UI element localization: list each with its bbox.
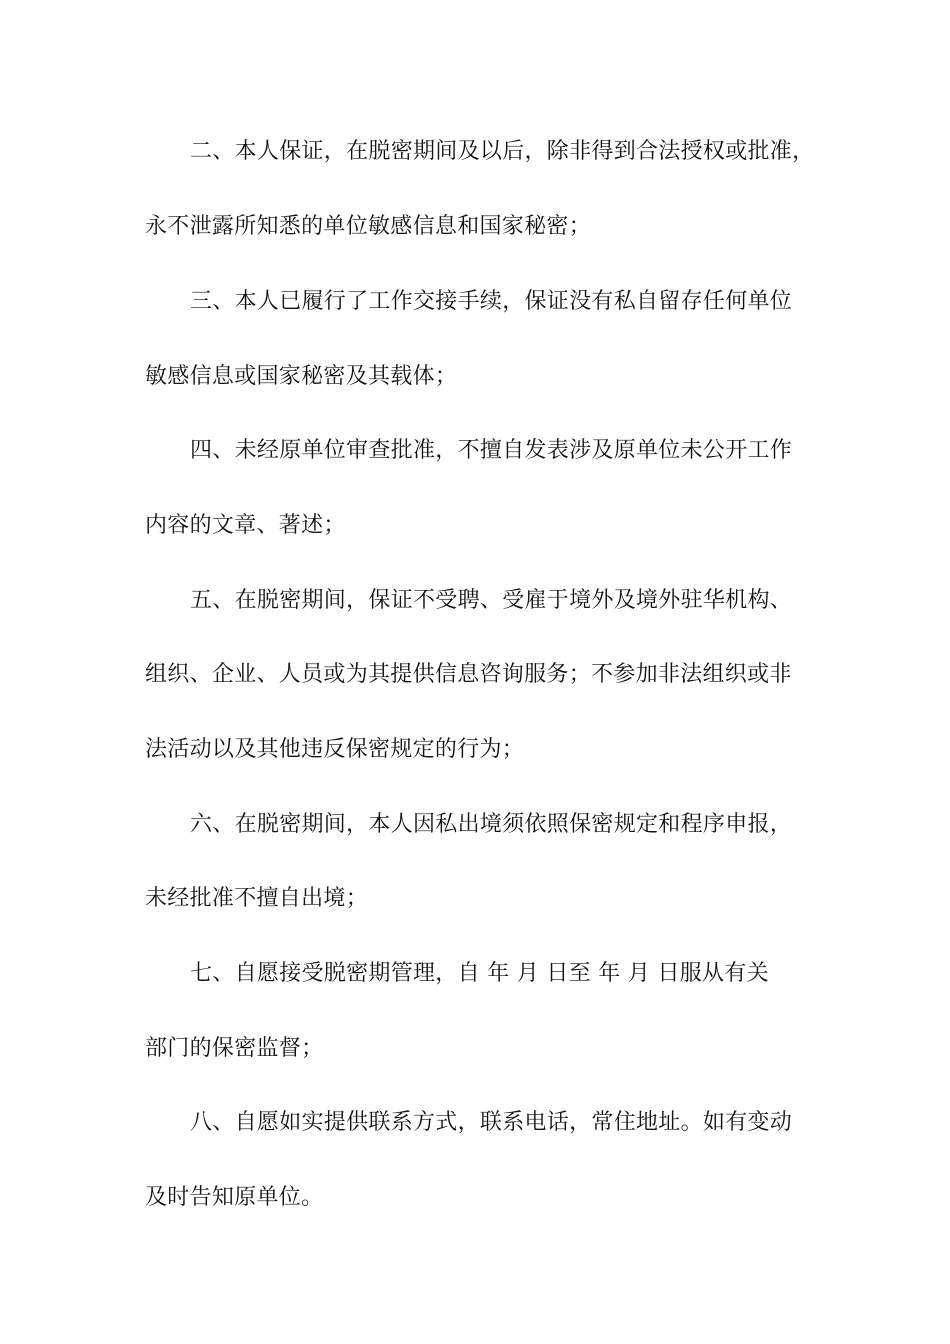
paragraph-3-line-1: 三、本人已履行了工作交接手续，保证没有私自留存任何单位 (190, 289, 793, 314)
paragraph-7-line-2: 部门的保密监督； (145, 1036, 324, 1061)
paragraph-4-line-2: 内容的文章、著述； (145, 513, 346, 538)
paragraph-4-line-1: 四、未经原单位审查批准，不擅自发表涉及原单位未公开工作 (190, 438, 793, 463)
paragraph-5-line-1: 五、在脱密期间，保证不受聘、受雇于境外及境外驻华机构、 (190, 588, 793, 613)
paragraph-7-line-1: 七、自愿接受脱密期管理，自 年 月 日至 年 月 日服从有关 (190, 961, 769, 986)
paragraph-5-line-3: 法活动以及其他违反保密规定的行为； (145, 737, 525, 762)
paragraph-8-line-1: 八、自愿如实提供联系方式，联系电话，常住地址。如有变动 (190, 1110, 793, 1135)
paragraph-3-line-2: 敏感信息或国家秘密及其载体； (145, 364, 458, 389)
paragraph-2-line-2: 永不泄露所知悉的单位敏感信息和国家秘密； (145, 214, 592, 239)
paragraph-6-line-1: 六、在脱密期间，本人因私出境须依照保密规定和程序申报， (190, 812, 793, 837)
paragraph-5-line-2: 组织、企业、人员或为其提供信息咨询服务；不参加非法组织或非 (145, 662, 792, 687)
paragraph-6-line-2: 未经批准不擅自出境； (145, 886, 369, 911)
paragraph-8-line-2: 及时告知原单位。 (145, 1185, 324, 1210)
paragraph-2-line-1: 二、本人保证，在脱密期间及以后，除非得到合法授权或批准， (190, 139, 815, 164)
